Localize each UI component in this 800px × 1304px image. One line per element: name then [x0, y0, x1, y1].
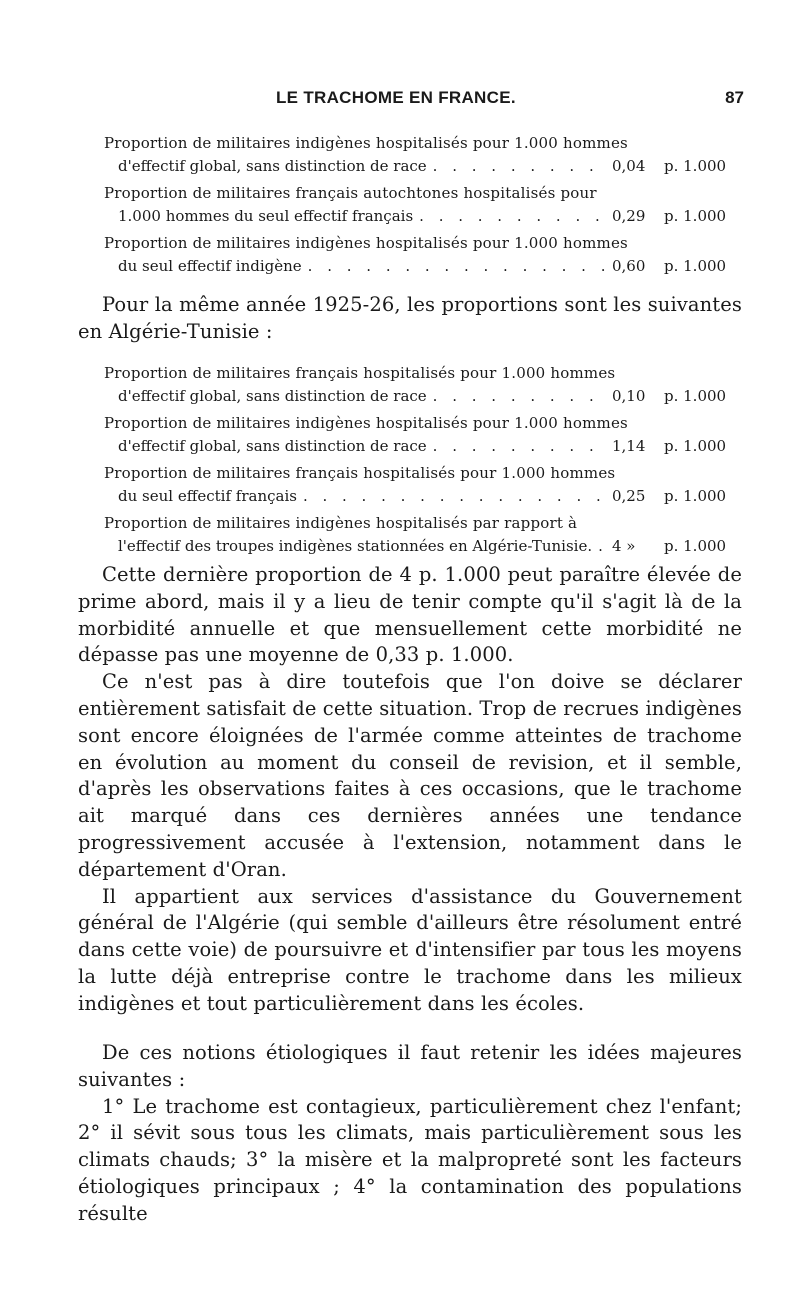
stat-row	[104, 362, 726, 408]
paragraph: De ces notions étiologiques il faut retenir les idées majeures suivantes :	[78, 1041, 742, 1091]
stat-unit: p. 1.000	[664, 387, 727, 405]
stats-algerie-list	[104, 362, 726, 562]
stat-value: 0,10	[612, 387, 646, 405]
stat-description-continued: l'effectif des troupes indigènes stationnées en Algérie-Tunisie.	[118, 537, 593, 555]
stat-row	[104, 182, 726, 228]
stat-unit: p. 1.000	[664, 157, 727, 175]
paragraph: Il appartient aux services d'assistance du Gouvernement général de l'Algérie (qui semble d'ailleurs être résolument entré dans cette voie) de poursuivre et d'intensifier par tous les moyens la lutte déjà entreprise contre le trachome dans les milieux indigènes et tout particulièrement dans les écoles.	[78, 884, 742, 1015]
stat-value: 0,29	[612, 207, 646, 225]
stat-row	[104, 132, 726, 178]
stat-description-continued: d'effectif global, sans distinction de race	[118, 157, 427, 175]
stat-description: Proportion de militaires indigènes hospitalisés pour 1.000 hommes	[104, 414, 628, 432]
conclusion-section	[78, 1040, 742, 1228]
dot-leader	[433, 155, 606, 178]
page-number: 87	[725, 88, 744, 107]
dot-leader	[419, 205, 606, 228]
stat-value: 0,60	[612, 257, 646, 275]
dot-leader	[433, 435, 606, 458]
stat-description: Proportion de militaires français autochtones hospitalisés pour	[104, 184, 597, 202]
stat-description-continued: 1.000 hommes du seul effectif français	[118, 207, 414, 225]
stat-description: Proportion de militaires indigènes hospitalisés pour 1.000 hommes	[104, 234, 628, 252]
stat-value: 0,25	[612, 487, 646, 505]
stat-row	[104, 232, 726, 278]
stat-description: Proportion de militaires indigènes hospitalisés pour 1.000 hommes	[104, 134, 628, 152]
stat-description-continued: du seul effectif indigène	[118, 257, 302, 275]
stat-unit: p. 1.000	[664, 437, 727, 455]
stat-row	[104, 412, 726, 458]
stat-unit: p. 1.000	[664, 537, 727, 555]
stat-description: Proportion de militaires français hospitalisés pour 1.000 hommes	[104, 464, 616, 482]
stat-value: 0,04	[612, 157, 646, 175]
stats-france-list	[104, 132, 726, 282]
stat-unit: p. 1.000	[664, 487, 727, 505]
stat-unit: p. 1.000	[664, 257, 727, 275]
stat-description: Proportion de militaires français hospitalisés pour 1.000 hommes	[104, 364, 616, 382]
paragraph: Pour la même année 1925-26, les proportions sont les suivantes en Algérie-Tunisie :	[78, 293, 742, 343]
stat-value: 1,14	[612, 437, 646, 455]
discussion-section	[78, 562, 742, 1018]
running-head	[78, 88, 748, 114]
stat-value: 4 »	[612, 537, 636, 555]
stat-row	[104, 512, 726, 558]
dot-leader	[303, 485, 606, 508]
stat-description-continued: d'effectif global, sans distinction de race	[118, 387, 427, 405]
dot-leader	[433, 385, 606, 408]
dot-leader	[308, 255, 606, 278]
stat-description-continued: du seul effectif français	[118, 487, 297, 505]
paragraph: Cette dernière proportion de 4 p. 1.000 peut paraître élevée de prime abord, mais il y a lieu de tenir compte qu'il s'agit là de la morbidité annuelle et que mensuellement cette morbidité ne dépasse pas une moyenne de 0,33 p. 1.000.	[78, 563, 742, 667]
running-title: LE TRACHOME EN FRANCE.	[276, 88, 516, 107]
intro-paragraph	[78, 292, 742, 346]
stat-row	[104, 462, 726, 508]
paragraph: 1° Le trachome est contagieux, particulièrement chez l'enfant; 2° il sévit sous tous les climats, mais particulièrement sous les climats chauds; 3° la misère et la malpropreté sont les facteurs étiologiques principaux ; 4° la contamination des populations résulte	[78, 1094, 742, 1225]
dot-leader	[598, 535, 606, 558]
paragraph: Ce n'est pas à dire toutefois que l'on doive se déclarer entièrement satisfait de cette situation. Trop de recrues indigènes sont encore éloignées de l'armée comme atteintes de trachome en évolution au moment du conseil de revision, et il semble, d'après les observations faites à ces occasions, que le trachome ait marqué dans ces dernières années une tendance progressivement accusée à l'extension, notamment dans le département d'Oran.	[78, 670, 742, 881]
stat-unit: p. 1.000	[664, 207, 727, 225]
stat-description: Proportion de militaires indigènes hospitalisés par rapport à	[104, 514, 578, 532]
stat-description-continued: d'effectif global, sans distinction de race	[118, 437, 427, 455]
